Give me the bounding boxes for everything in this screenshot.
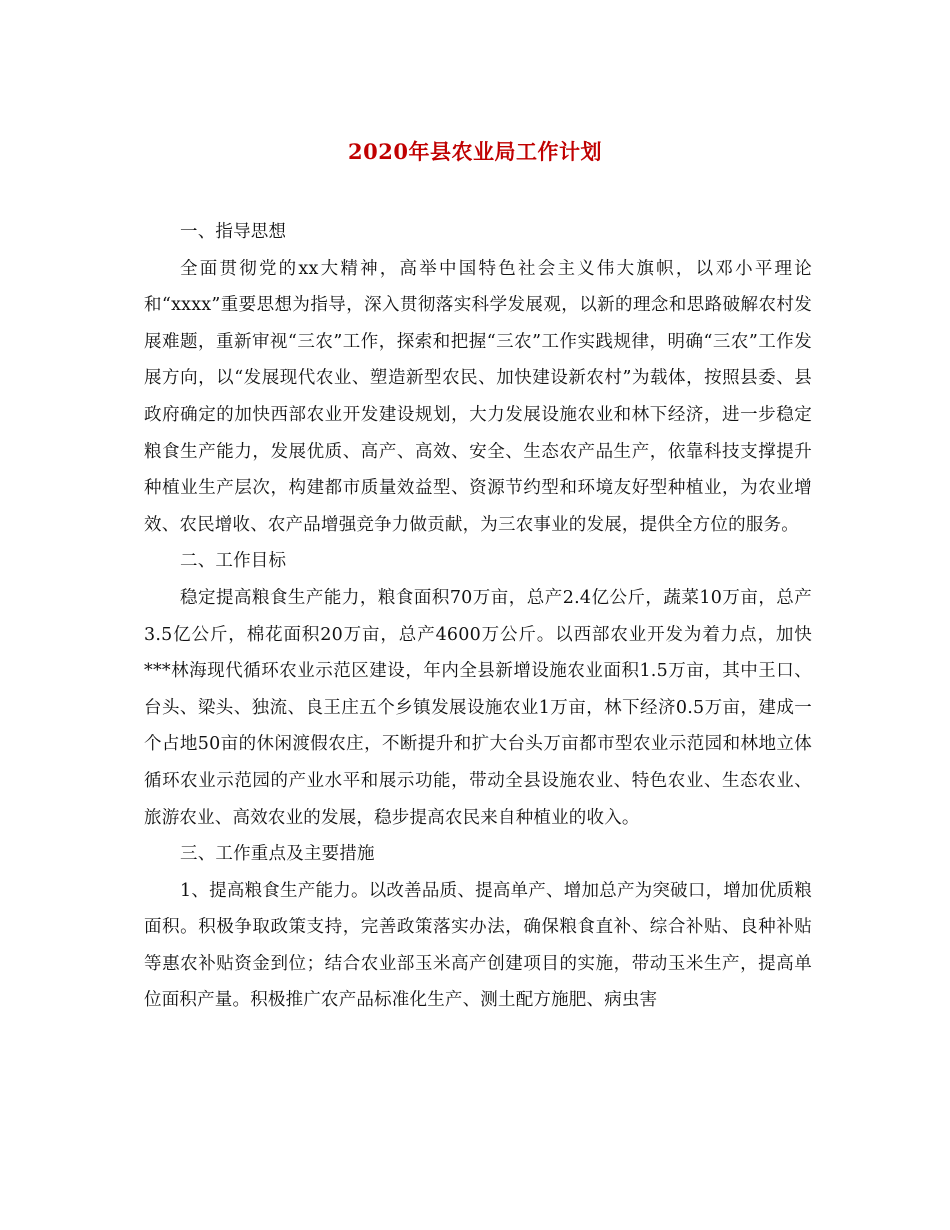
document-body	[144, 214, 812, 1019]
section-heading: 二、工作目标	[180, 551, 287, 572]
section-heading: 三、工作重点及主要措施	[180, 844, 375, 865]
body-paragraph: 全面贯彻党的xx大精神，高举中国特色社会主义伟大旗帜，以邓小平理论和“xxxx”重要思想为指导，深入贯彻落实科学发展观，以新的理念和思路破解农村发展难题，重新审视“三农”工作，探索和把握“三农”工作实践规律，明确“三农”工作发展方向，以“发展现代农业、塑造新型农民、加快建设新农村”为载体，按照县委、县政府确定的加快西部农业开发建设规划，大力发展设施农业和林下经济，进一步稳定粮食生产能力，发展优质、高产、高效、安全、生态农产品生产，依靠科技支撑提升种植业生产层次，构建都市质量效益型、资源节约型和环境友好型种植业，为农业增效、农民增收、农产品增强竞争力做贡献，为三农事业的发展，提供全方位的服务。	[144, 258, 812, 535]
body-paragraph: 稳定提高粮食生产能力，粮食面积70万亩，总产2.4亿公斤，蔬菜10万亩，总产3.5亿公斤，棉花面积20万亩，总产4600万公斤。以西部农业开发为着力点，加快***林海现代循环农业示范区建设，年内全县新增设施农业面积1.5万亩，其中王口、台头、梁头、独流、良王庄五个乡镇发展设施农业1万亩，林下经济0.5万亩，建成一个占地50亩的休闲渡假农庄，不断提升和扩大台头万亩都市型农业示范园和林地立体循环农业示范园的产业水平和展示功能，带动全县设施农业、特色农业、生态农业、旅游农业、高效农业的发展，稳步提高农民来自种植业的收入。	[144, 587, 812, 828]
body-paragraph: 1、提高粮食生产能力。以改善品质、提高单产、增加总产为突破口，增加优质粮面积。积极争取政策支持，完善政策落实办法，确保粮食直补、综合补贴、良种补贴等惠农补贴资金到位；结合农业部玉米高产创建项目的实施，带动玉米生产，提高单位面积产量。积极推广农产品标准化生产、测土配方施肥、病虫害	[144, 880, 812, 1011]
document-title: 2020年县农业局工作计划	[348, 139, 602, 164]
section-heading: 一、指导思想	[180, 222, 287, 242]
